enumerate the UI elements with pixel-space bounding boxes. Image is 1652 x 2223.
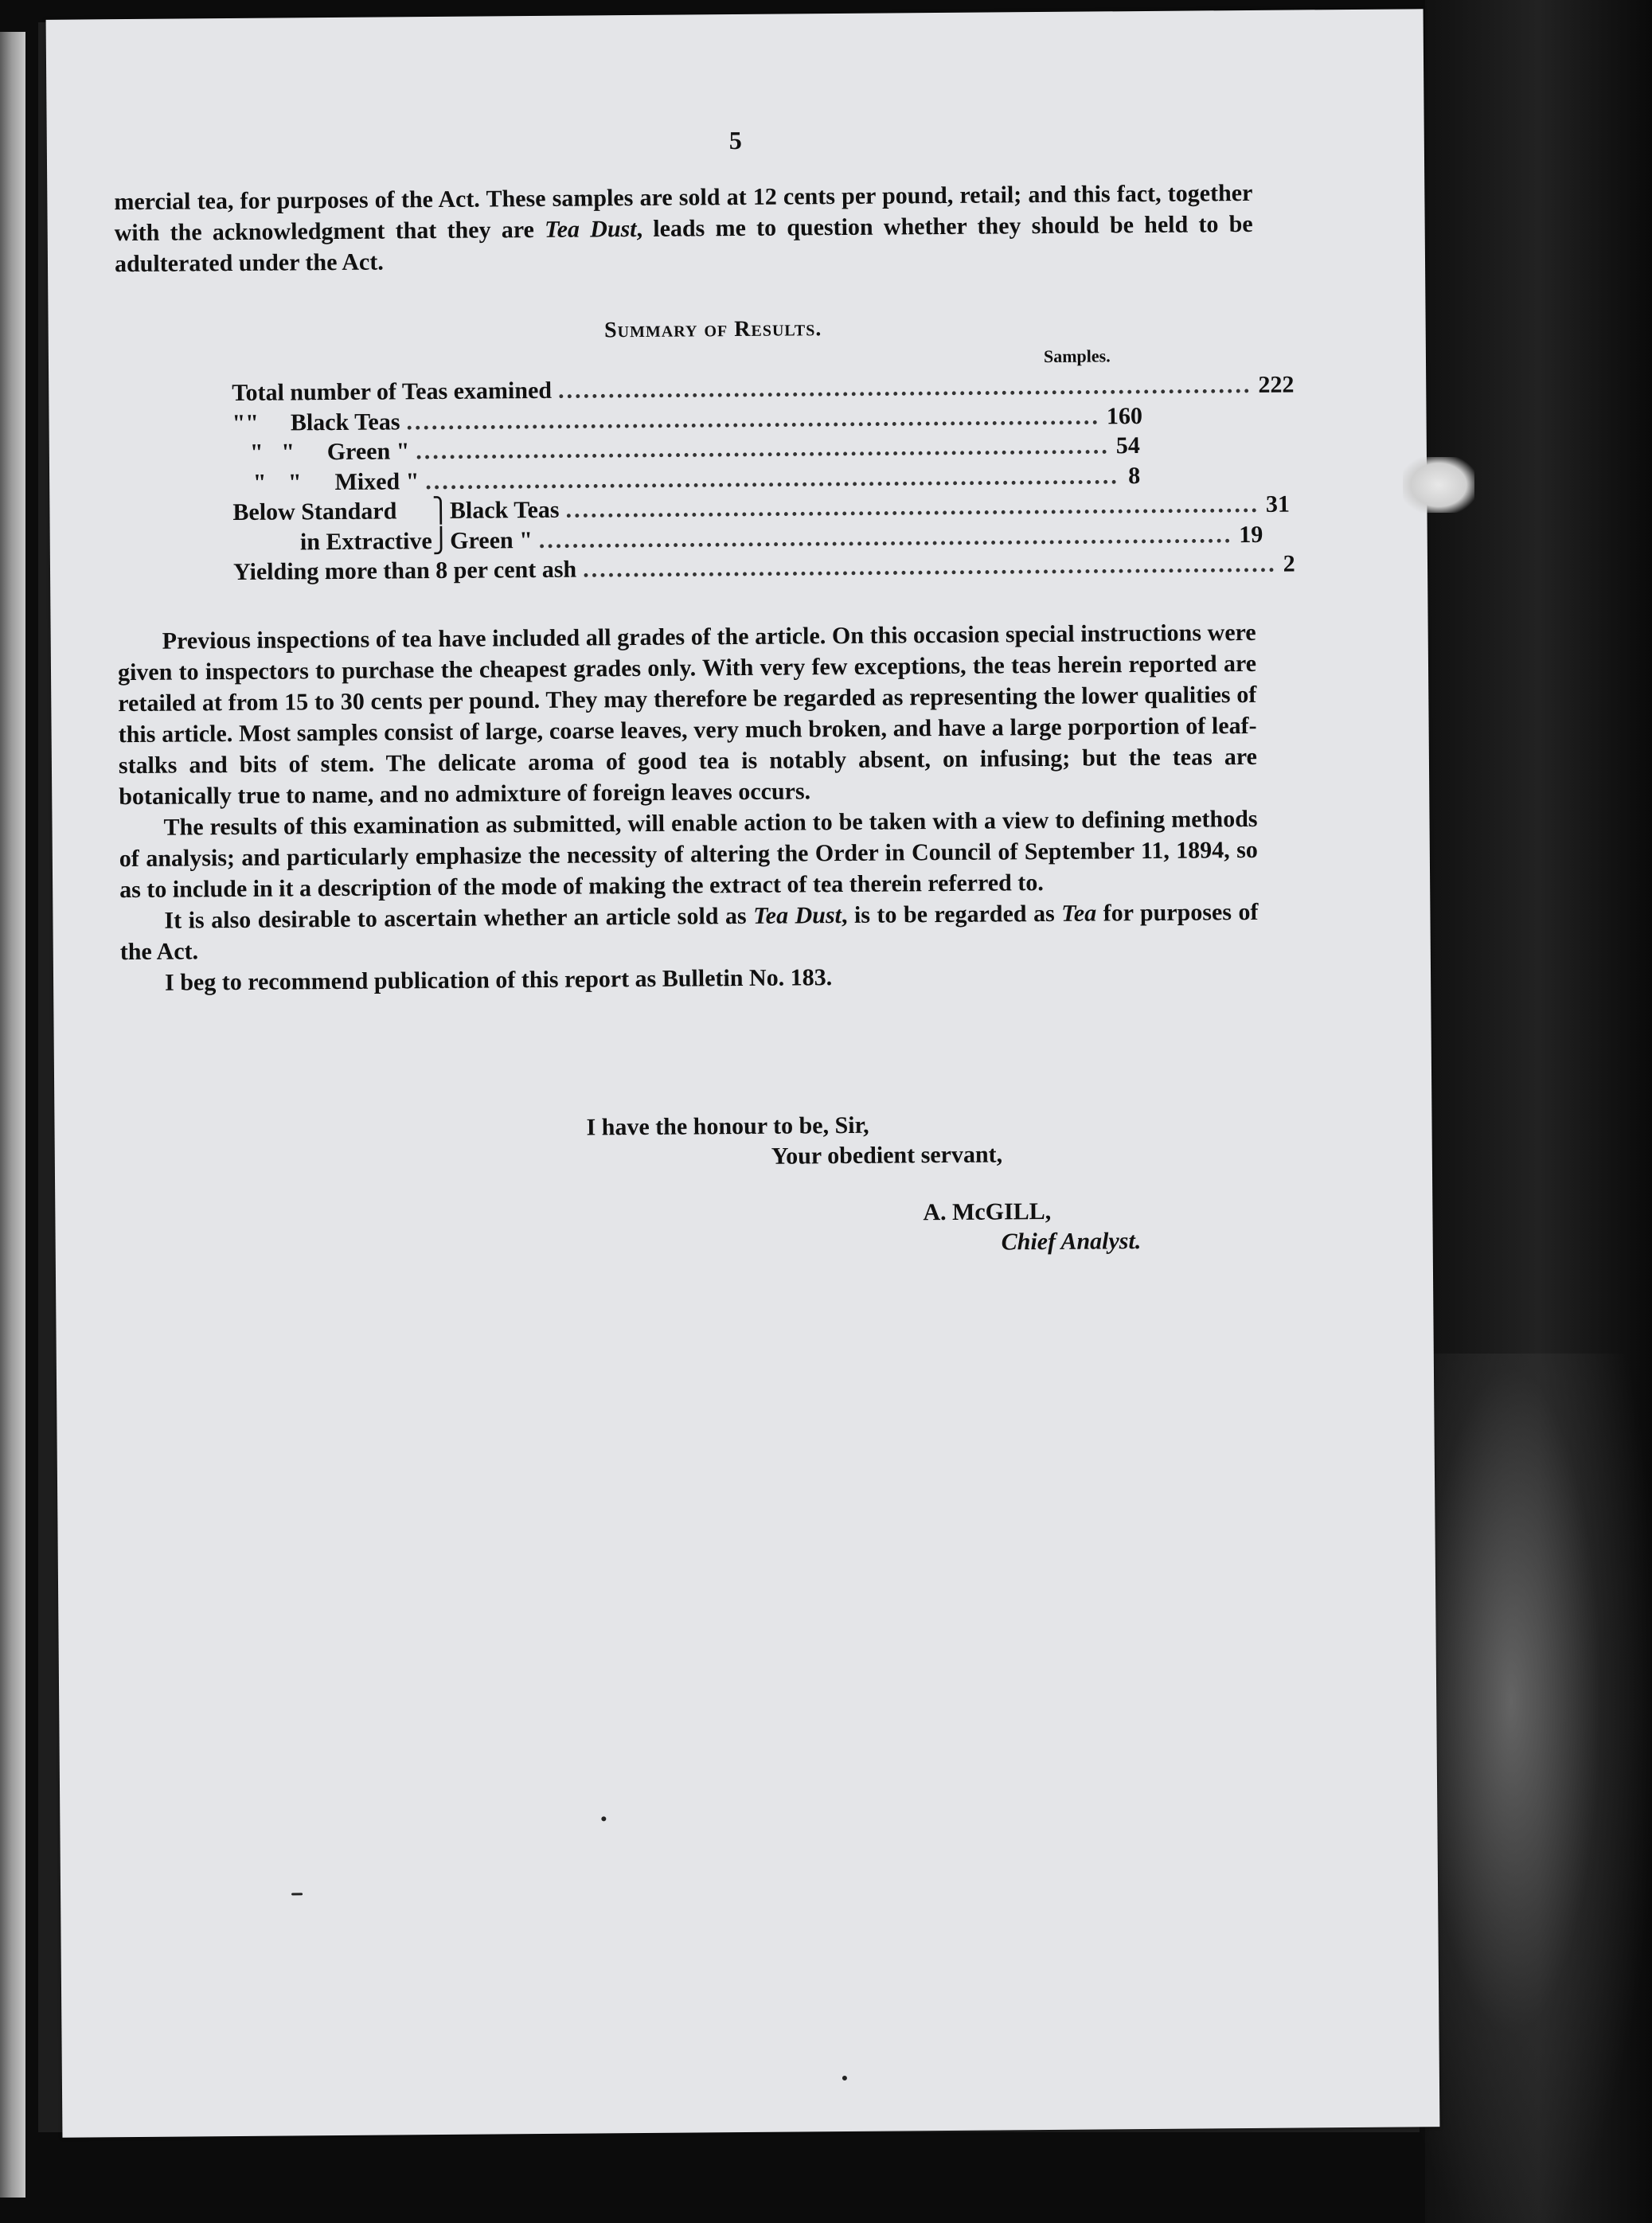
brace-bottom: ⎭ (432, 527, 451, 554)
adjacent-page-edge (0, 32, 25, 2198)
scan-smudge (1417, 1354, 1652, 2223)
summary-row-value: 222 (1258, 371, 1295, 398)
leader-dots: ................................................................................... (406, 402, 1101, 435)
body-paragraphs (118, 617, 1260, 998)
summary-row-value: 2 (1283, 550, 1295, 577)
leader-dots: ................................................................................... (583, 550, 1277, 583)
summary-row-label: Total number of Teas examined (232, 377, 553, 407)
leader-dots: ................................................................................... (538, 521, 1233, 553)
tea-dust-text-c: for purposes of the Act. (119, 898, 1259, 966)
ditto-mark: " (232, 409, 246, 436)
leader-dots: ................................................................................... (416, 432, 1110, 465)
summary-table (232, 371, 1295, 587)
summary-row-label: Yielding more than 8 per cent ash (232, 556, 577, 586)
summary-group-label: Below Standard (232, 498, 397, 526)
opening-emphasis: Tea Dust (544, 216, 637, 243)
opening-text-a: mercial tea, for purposes of the Act. These samples are sold at 12 cents per pound, retail; and this fact, together with the acknowledgment that they are (114, 179, 1253, 247)
ditto-mark: " (287, 468, 302, 495)
summary-row-label: Green " (326, 438, 410, 466)
ditto-mark: " (281, 439, 295, 466)
tape-fragment (1403, 457, 1474, 513)
leader-dots: ................................................................................... (425, 462, 1119, 494)
summary-title: Summary of Results. (603, 316, 822, 343)
page-number: 5 (728, 125, 742, 155)
summary-row-label: Black Teas (449, 496, 560, 524)
scan-speck (291, 1893, 303, 1895)
closing-line-1: I have the honour to be, Sir, (586, 1112, 869, 1141)
summary-row-value: 31 (1265, 490, 1291, 518)
scan-speck (842, 2076, 847, 2080)
tea-dust-emphasis: Tea Dust (753, 902, 842, 929)
samples-column-header: Samples. (1043, 346, 1111, 367)
document-page (46, 9, 1440, 2138)
summary-row-value: 54 (1115, 432, 1140, 459)
ditto-mark: " (252, 469, 267, 496)
opening-text-b: , leads me to question whether they should be held to be adulterated under the Act. (114, 210, 1253, 278)
signature-title: Chief Analyst. (1001, 1228, 1142, 1256)
summary-row-value: 160 (1106, 402, 1143, 429)
summary-row-value: 19 (1239, 521, 1263, 548)
ditto-mark: " (245, 409, 260, 436)
summary-row-label: Black Teas (290, 408, 400, 436)
closing-line-2: Your obedient servant, (771, 1141, 1003, 1170)
summary-row (232, 550, 1295, 587)
tea-dust-text-b: , is to be regarded as (841, 900, 1062, 929)
paragraph-tea-dust (119, 897, 1259, 967)
leader-dots: ................................................................................... (557, 371, 1252, 404)
leader-dots: ................................................................................... (565, 490, 1260, 523)
scan-speck (601, 1816, 606, 1821)
tea-emphasis: Tea (1061, 900, 1097, 927)
signature-name: A. McGILL, (923, 1197, 1052, 1226)
paragraph-results: The results of this examination as submitted, will enable action to be taken with a view to defining methods of analysis; and particularly emphasize the necessity of altering the Order in Council of September 11, 1894, so as to include in it a description of the mode of making the extract of tea therein referred to. (119, 805, 1258, 904)
paragraph-recommendation: I beg to recommend publication of this report as Bulletin No. 183. (164, 964, 833, 996)
opening-paragraph (114, 178, 1253, 279)
paragraph-previous-inspections: Previous inspections of tea have included all grades of the article. On this occasion special instructions were given to inspectors to purchase the cheapest grades only. With very few exceptions, the teas herein reported are retailed at from 15 to 30 cents per pound. They may therefore be regarded as representing the lower qualities of this article. Most samples consist of large, coarse leaves, very much broken, and have a large porportion of leaf-stalks and bits of stem. The delicate aroma of good tea is notably absent, on infusing; but the teas are botanically true to name, and no admixture of foreign leaves occurs. (117, 619, 1258, 811)
brace-top: ⎫ (432, 497, 451, 525)
summary-row-value: 8 (1127, 462, 1141, 489)
ditto-mark: " (249, 439, 264, 466)
summary-row-label: Green " (450, 526, 533, 554)
summary-row-label: Mixed " (334, 467, 420, 495)
summary-group-label: in Extractive (299, 527, 432, 555)
tea-dust-text-a: It is also desirable to ascertain whether an article sold as (164, 902, 754, 934)
